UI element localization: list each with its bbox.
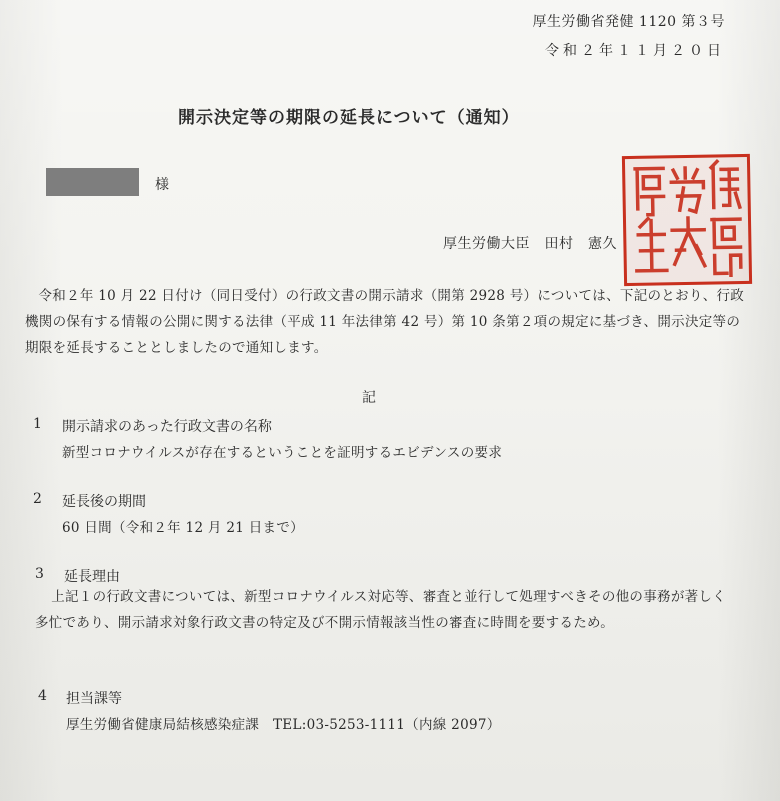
item-2-heading: 延長後の期間 — [62, 494, 146, 510]
document-title: 開示決定等の期限の延長について（通知） — [178, 108, 520, 128]
document-date: 令和２年１１月２０日 — [545, 43, 725, 59]
item-3-number: 3 — [35, 566, 44, 582]
ki-heading: 記 — [362, 390, 376, 406]
official-seal-stamp — [622, 154, 752, 286]
item-4-text: 厚生労働省健康局結核感染症課 TEL:03-5253-1111（内線 2097） — [66, 717, 501, 733]
item-2-text: 60 日間（令和２年 12 月 21 日まで） — [62, 520, 304, 536]
item-3-text: 上記１の行政文書については、新型コロナウイルス対応等、審査と並行して処理すべきその他の事務が著しく多忙であり、開示請求対象行政文書の特定及び不開示情報該当性の審査に時間を要するため。 — [35, 589, 727, 631]
item-4-number: 4 — [38, 688, 47, 704]
redacted-recipient-name — [46, 168, 139, 196]
seal-glyph-strokes — [625, 157, 749, 283]
item-3-heading: 延長理由 — [64, 569, 120, 585]
item-2-number: 2 — [33, 491, 42, 507]
recipient-honorific: 様 — [155, 177, 169, 193]
item-1-text: 新型コロナウイルスが存在するということを証明するエビデンスの要求 — [62, 445, 503, 461]
item-1-number: 1 — [33, 416, 42, 432]
item-4-heading: 担当課等 — [66, 691, 122, 707]
document-number: 厚生労働省発健 1120 第３号 — [532, 14, 725, 30]
body-paragraph: 令和２年 10 月 22 日付け（同日受付）の行政文書の開示請求（開第 2928 号）については、下記のとおり、行政機関の保有する情報の公開に関する法律（平成 11 年法律第 42 号）第 10 条第２項の規定に基づき、開示決定等の期限を延長することとしましたので通知します。 — [25, 288, 745, 356]
sender-name: 厚生労働大臣 田村 憲久 — [443, 236, 617, 252]
item-1-heading: 開示請求のあった行政文書の名称 — [62, 419, 272, 435]
